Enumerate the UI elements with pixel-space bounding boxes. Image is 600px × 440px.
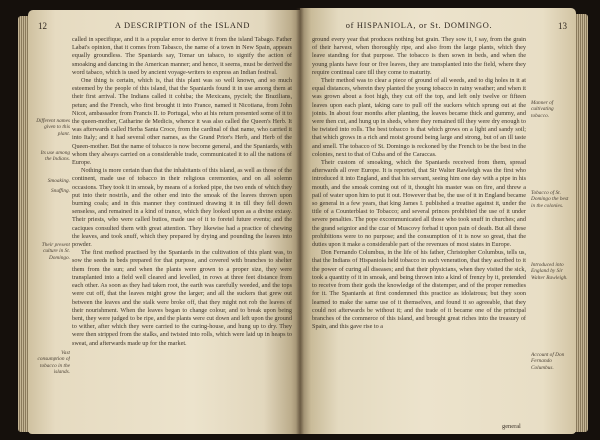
left-running-head: A DESCRIPTION of the ISLAND (114, 21, 251, 30)
left-paragraph: One thing is certain, which is, that this plant was so well known, and so much esteemed by the people of this island, that the Spaniards found it in use among them at their first arrival. The Indians called it cohiba; the Mexicans, pycielt; the Brazilians, petun; and the French, who first brought it into France, named it Nicotiana, from John Nicot, ambassador from Francis II. to Portugal, who at his return presented some of it to the queen-mother, Catharine de Medicis, whence it was also called the Queen's Herb. It was afterwards called Herba Santa Croce, from the cardinal of that name, who carried it into Italy; and it had several other names, as the Grand Prior's Herb, and Herb of the Queen-mother. But the name of tobacco is now become general, and the Spaniards, with whom they always carried on a considerable trade, communicated it to all the nations of Europe. (72, 77, 292, 167)
left-paragraph: Nothing is more certain than that the inhabitants of this island, as well as those of the continent, made use of tobacco in their religious ceremonies, and on all solemn occasions. They took it in smoak, by means of a forked pipe, the two ends of which they put into their nostrils, and the other end into the smoak of the leaves thrown upon burning coals; and in this manner they continued drawing it in till they fell down senseless, and remained in a kind of trance, which they looked upon as a divine extasy. Their priests, who were called butios, made use of it to foretel future events; and the caciques consulted them with great attention. They likewise had a practice of chewing the leaves, and took snuff, which they prepared by drying and pounding the leaves into powder. (72, 167, 292, 249)
left-margin-note: Smoaking. (47, 178, 70, 184)
left-margin-note: Their present culture in St. Domingo. (41, 242, 70, 261)
left-margin-note: Different names given to this plant. (36, 118, 70, 137)
right-paragraph: Their custom of smoaking, which the Spaniards received from them, spread afterwards all over Europe. It is reported, that Sir Walter Rawleigh was the first who introduced it into England, and that his servant, seeing him one day with a pipe in his mouth, and the smoak coming out of it, thought his master was on fire, and threw a pail of water upon him to put it out. However that be, the use of it in England became so general in a few years, that king James I. published a treatise against it, under the title of a Counterblast to Tobacco; and several princes prohibited the use of it under severe penalties. The pope excommunicated all those who took snuff in churches; and the grand seignior and the czar of Muscovy forbad it upon pain of death. But all these prohibitions were to no purpose; and the consumption of it is now so great, that the duties upon it make a considerable part of the revenues of most states in Europe. (312, 159, 526, 249)
right-paragraph: Don Fernando Columbus, in the life of his father, Christopher Columbus, tells us, that the Indians of Hispaniola held tobacco in such veneration, that they ascribed to it the power of curing all diseases; and that their physicians, when they visited the sick, took a quantity of it in smoak, and being thrown into a kind of frenzy by it, pretended to receive from their gods the knowledge of the distemper, and of the proper remedies for it. The Spaniards at first condemned this practice as idolatrous; but they soon learned to make the same use of it themselves, and found it so agreeable, that they could not afterwards be without it; and the trade of it became one of the principal branches of the commerce of this island, and brought great riches into the treasury of Spain, and this gave rise to a (312, 249, 526, 331)
right-page-body (312, 36, 526, 422)
right-margin-note: Introduced into England by Sir Walter Rawleigh. (531, 262, 568, 281)
left-paragraph: The first method practised by the Spaniards in the cultivation of this plant was, to sow the seeds in beds prepared for that purpose, and covered with branches to shelter them from the sun; and when the plants were grown to a proper size, they were transplanted into a field well cleared and levelled, in rows at three feet distance from each other. As soon as they had taken root, the earth was carefully weeded, and the tops were cut off, that the leaves might grow the larger; and all the suckers that grew out between the leaves and the stalk were broke off, that they might not rob the leaves of their nourishment. When the leaves began to change colour, and to break upon being bent, they were judged to be ripe, and the plants were cut down and left upon the ground to wither, after which they were carried to the curing-house, and hung up to dry. They were then stripped from the stalks, and twisted into rolls, which were laid up in heaps to sweat, and afterwards made up for the market. (72, 249, 292, 347)
left-page-number: 12 (38, 21, 47, 31)
left-margin-note: Its use among the Indians. (40, 150, 70, 163)
left-page-body (72, 36, 292, 422)
right-paragraph: ground every year that produces nothing but grain. They sow it, I say, from the grain of their harvest, when thoroughly ripe, and also from the large plants, which they leave standing for that purpose. The tobacco is then sown in beds, and when the young plants have four or five leaves, they are transplanted into the field, where they require continual care till they come to maturity. (312, 36, 526, 76)
right-catchword: general (502, 423, 521, 430)
right-paragraph: Their method was to clear a piece of ground of all weeds, and to dig holes in it at equal distances, wherein they planted the young tobacco in rainy weather; and when it was grown about a foot high, they cut off the top, and left only twelve or fifteen leaves upon each plant, taking care to pull off the suckers which sprung out at the joints. In about four months after planting, the leaves became thick and gummy, and were then cut, and hung up in sheds, where they remained till they were dry enough to be twisted into rolls. The best tobacco is that which grows on a light and sandy soil; that which grows in a rich and moist ground being large and strong, but of an ill taste and smell. The tobacco of St. Domingo is reckoned by the French to be the best in the colonies, next to that of Cuba and of the Caraccas. (312, 77, 526, 158)
left-margin-note: Snuffing. (51, 188, 70, 194)
left-paragraph: called in specifique, and it is a popular error to derive it from the island Tabago. Father Labat's opinion, that it comes from Tabasco, the name of a town in New Spain, appears equally groundless. The Spaniards say, Tomar un tabaco, to signify the action of smoaking and dancing in the American manner; and hence, it seems, must be derived the word tabaco, which is used by ancient voyage-writers to express an Indian festival. (72, 36, 292, 76)
right-page-number: 13 (558, 21, 567, 31)
book-gutter (296, 8, 304, 434)
right-margin-note: Account of Don Fernando Columbus. (531, 352, 565, 371)
right-running-head: of HISPANIOLA, or St. DOMINGO. (345, 21, 493, 30)
left-margin-note: Vast consumption of tobacco in the islands. (37, 350, 70, 375)
right-margin-note: Tobacco of St. Domingo the best in the colonies. (531, 190, 569, 209)
right-margin-note: Manner of cultivating tobacco. (531, 100, 554, 119)
